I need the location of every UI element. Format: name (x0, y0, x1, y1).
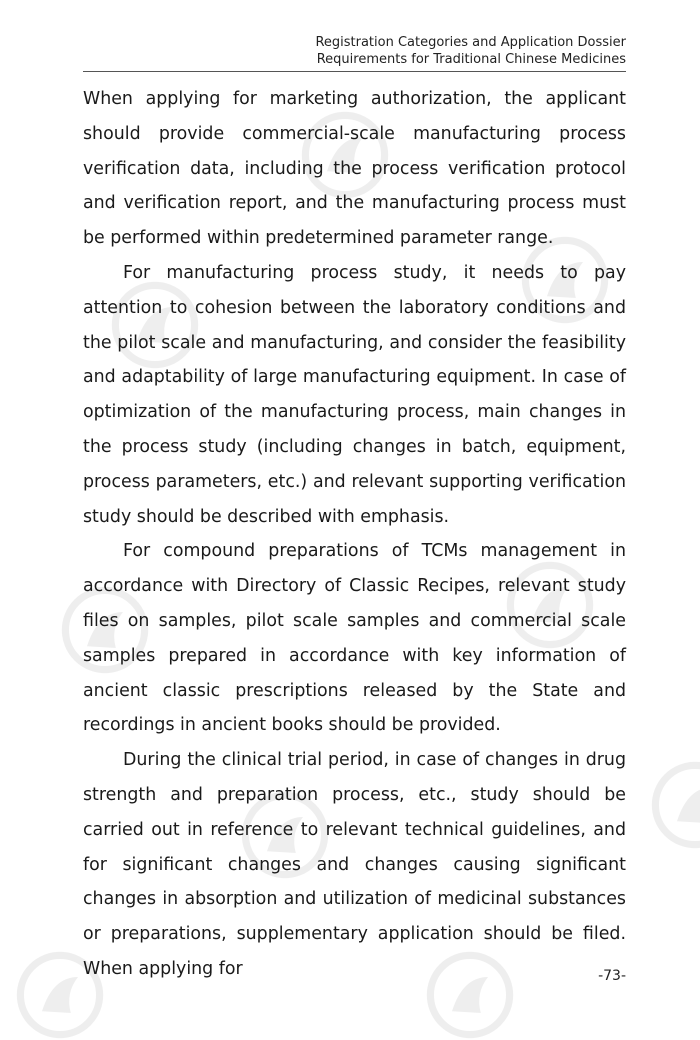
paragraph-4: During the clinical trial period, in case of changes in drug strength and preparation process, etc., study should be carried out in reference to relevant technical guidelines, and for significant changes and changes causing significant changes in absorption and utilization of medicinal substances or preparations, supplementary application should be filed. When applying for (83, 750, 626, 979)
page-number: -73- (598, 968, 626, 984)
body-text (83, 82, 626, 987)
paragraph-1: When applying for marketing authorization, the applicant should provide commercial-scale manufacturing process verification data, including the process verification protocol and verification report, and the manufacturing process must be performed within predetermined parameter range. (83, 89, 626, 249)
running-header-line-2: Requirements for Traditional Chinese Medicines (316, 52, 626, 67)
paragraph-3: For compound preparations of TCMs management in accordance with Directory of Classic Recipes, relevant study files on samples, pilot scale samples and commercial scale samples prepared in accordance with key information of ancient classic prescriptions released by the State and recordings in ancient books should be provided. (83, 541, 626, 736)
header-divider (83, 71, 626, 72)
running-header-line-1: Registration Categories and Application Dossier (315, 35, 626, 50)
paragraph-2: For manufacturing process study, it needs to pay attention to cohesion between the laboratory conditions and the pilot scale and manufacturing, and consider the feasibility and adaptability of large manufacturing equipment. In case of optimization of the manufacturing process, main changes in the process study (including changes in batch, equipment, process parameters, etc.) and relevant supporting verification study should be described with emphasis. (83, 262, 626, 527)
running-header (315, 34, 626, 68)
watermark-logo-icon (650, 760, 700, 850)
